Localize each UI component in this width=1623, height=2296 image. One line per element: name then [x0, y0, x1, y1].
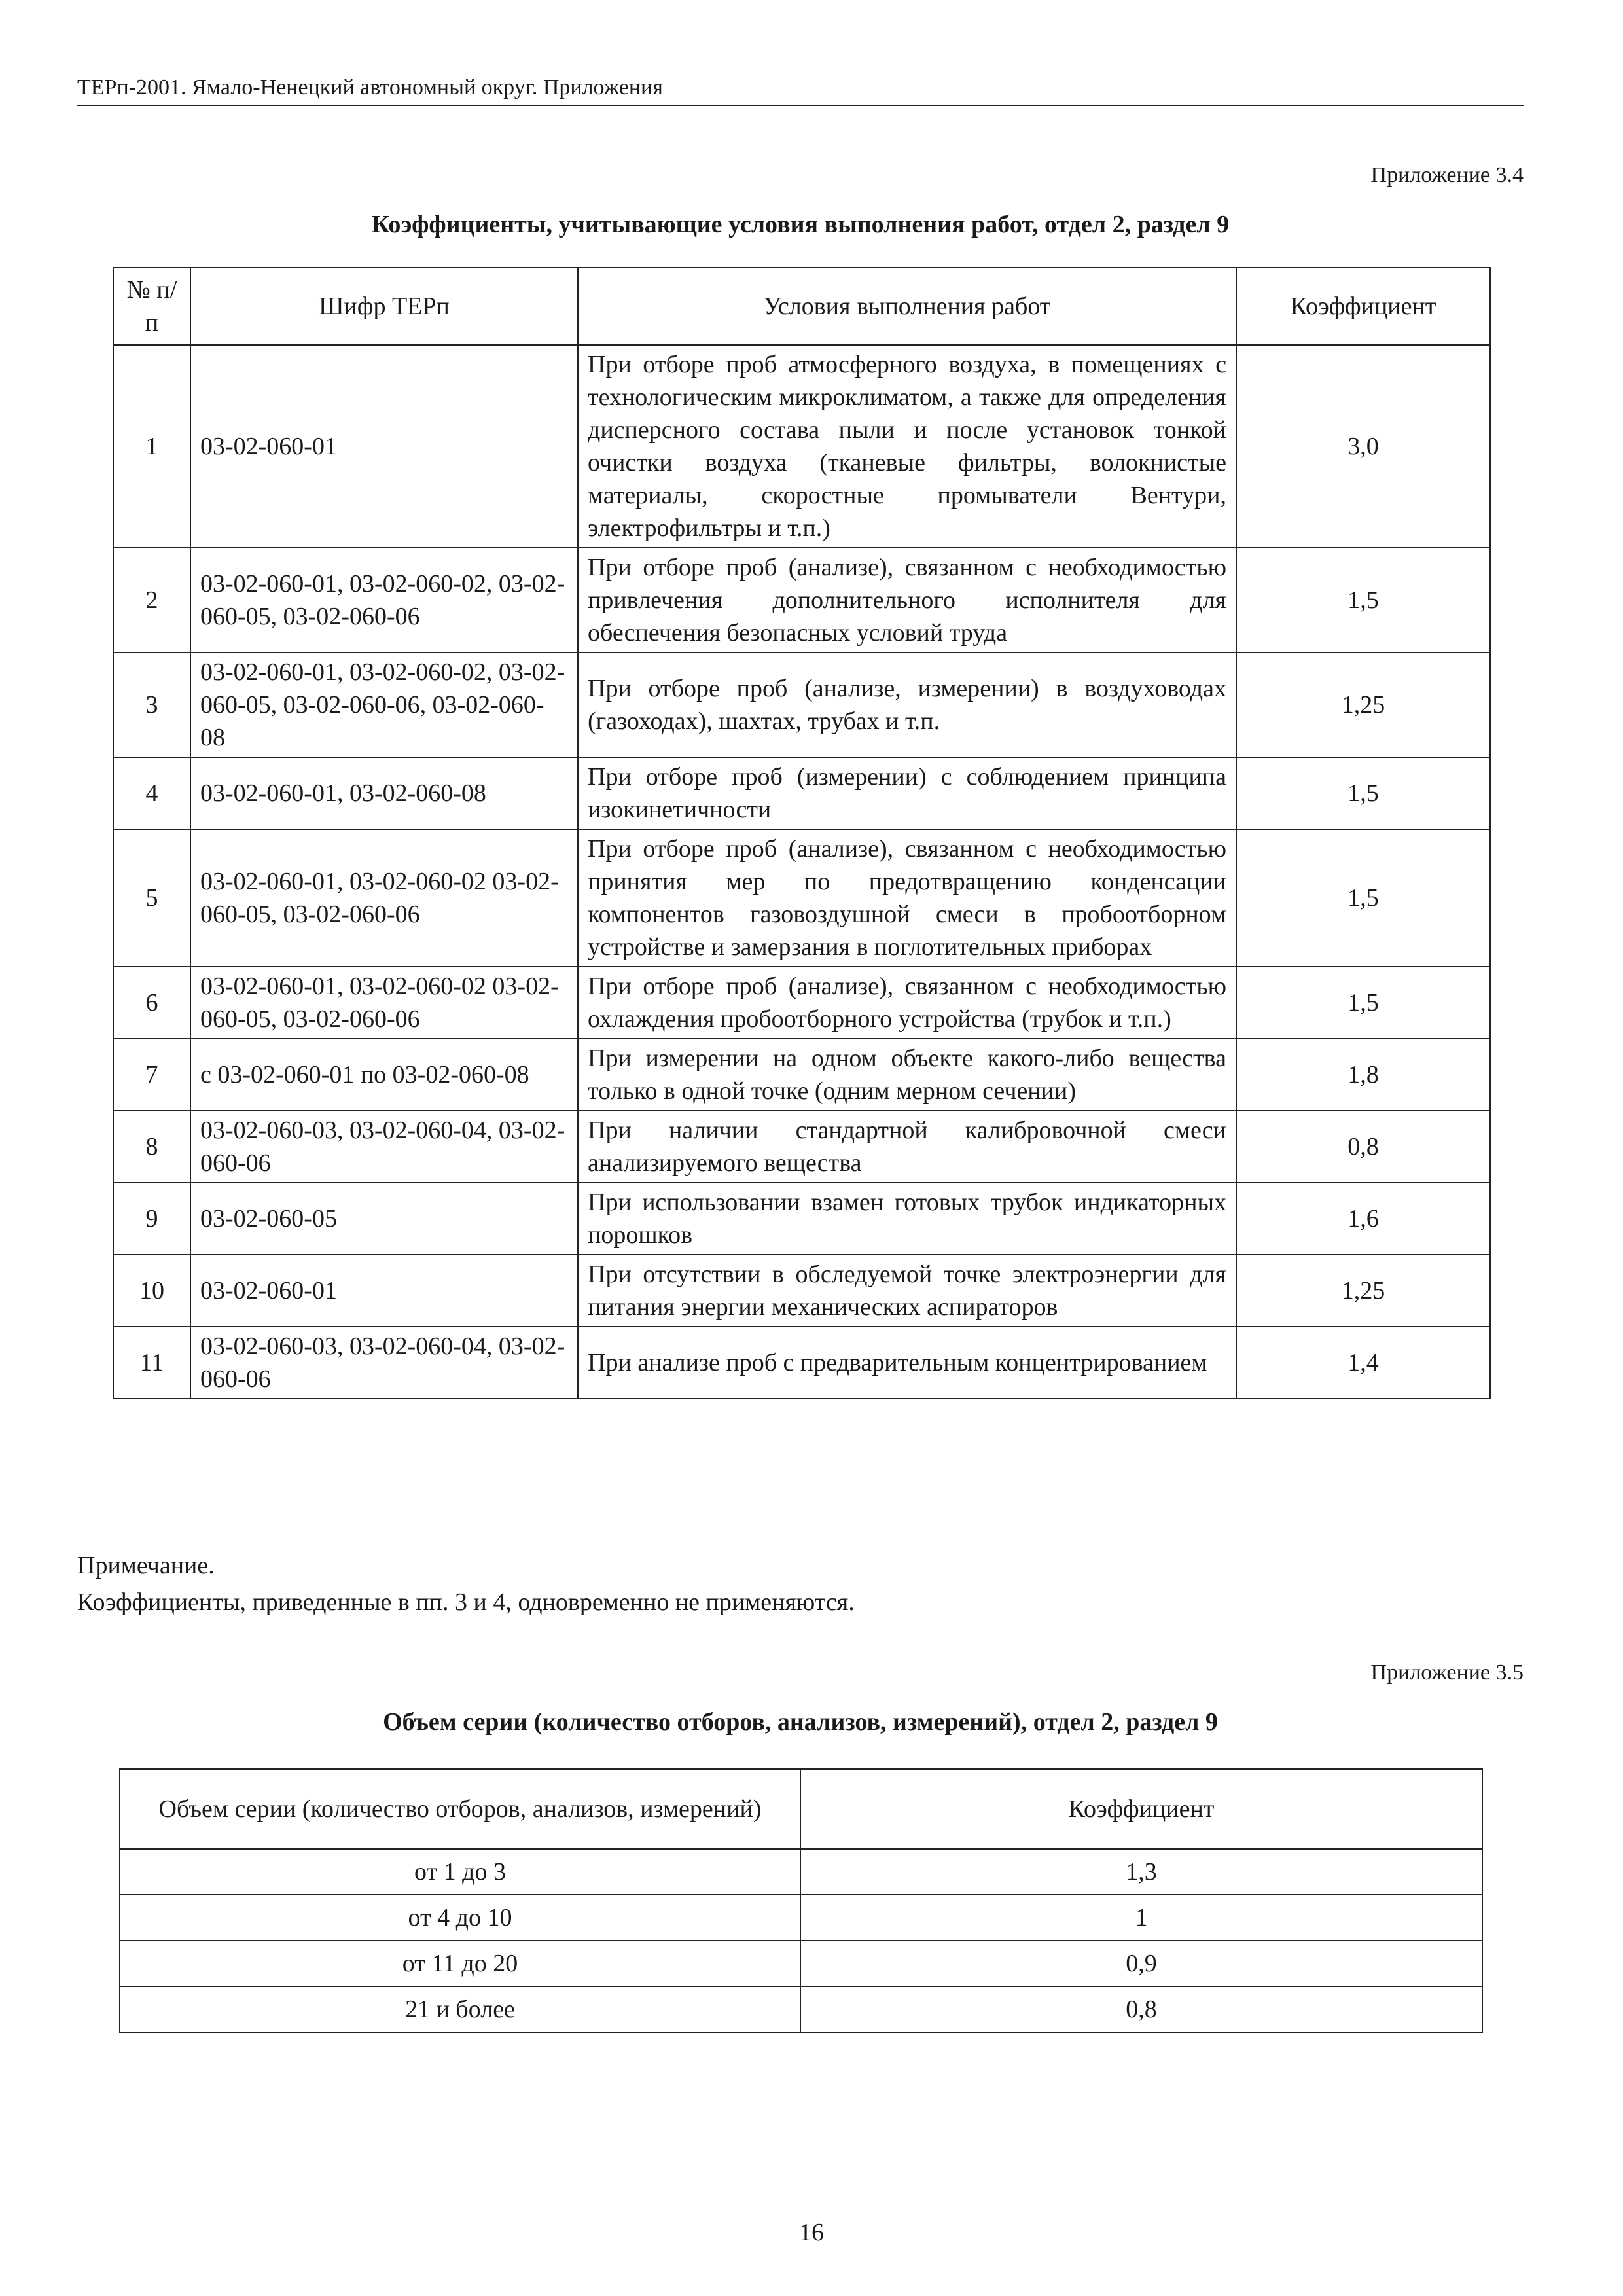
table-header-row [113, 268, 1490, 345]
appendix-3-4-label: Приложение 3.4 [1370, 163, 1524, 187]
row-coefficient: 1,3 [800, 1849, 1482, 1895]
row-code: 03-02-060-01 [190, 345, 578, 548]
row-coefficient: 1,5 [1236, 829, 1490, 967]
row-number: 8 [113, 1111, 190, 1183]
row-code: 03-02-060-01, 03-02-060-02 03-02-060-05, 03-02-060-06 [190, 967, 578, 1039]
row-volume: от 4 до 10 [120, 1895, 800, 1941]
row-number: 9 [113, 1183, 190, 1255]
table-row [113, 967, 1490, 1039]
column-header-num: № п/п [113, 268, 190, 345]
row-volume: 21 и более [120, 1986, 800, 2032]
table-row [113, 1039, 1490, 1111]
column-header-condition: Условия выполнения работ [578, 268, 1236, 345]
row-coefficient: 1,8 [1236, 1039, 1490, 1111]
row-number: 3 [113, 653, 190, 757]
table-row [113, 1111, 1490, 1183]
row-coefficient: 0,8 [1236, 1111, 1490, 1183]
row-coefficient: 1,5 [1236, 757, 1490, 829]
table-row [113, 1327, 1490, 1399]
running-header: ТЕРп-2001. Ямало-Ненецкий автономный округ. Приложения [77, 73, 1524, 106]
row-condition: При отборе проб (анализе), связанном с необходимостью охлаждения пробоотборного устройства (трубок и т.п.) [578, 967, 1236, 1039]
row-condition: При наличии стандартной калибровочной смеси анализируемого вещества [578, 1111, 1236, 1183]
row-coefficient: 1,6 [1236, 1183, 1490, 1255]
row-condition: При отборе проб (анализе), связанном с необходимостью принятия мер по предотвращению конденсации компонентов газовоздушной смеси в пробоотборном устройстве и замерзания в поглотительных приборах [578, 829, 1236, 967]
row-number: 7 [113, 1039, 190, 1111]
row-number: 5 [113, 829, 190, 967]
table-row [113, 829, 1490, 967]
row-code: 03-02-060-01 [190, 1255, 578, 1327]
page-number: 16 [799, 2219, 824, 2246]
appendix-3-5-label: Приложение 3.5 [1370, 1660, 1524, 1685]
row-coefficient: 1,5 [1236, 967, 1490, 1039]
row-condition: При отсутствии в обследуемой точке электроэнергии для питания энергии механических аспираторов [578, 1255, 1236, 1327]
series-volume-table [119, 1768, 1483, 2033]
note-text: Коэффициенты, приведенные в пп. 3 и 4, одновременно не применяются. [77, 1588, 855, 1616]
table-row [120, 1895, 1482, 1941]
table-row [113, 345, 1490, 548]
table-row [113, 1255, 1490, 1327]
row-volume: от 1 до 3 [120, 1849, 800, 1895]
row-condition: При отборе проб (измерении) с соблюдением принципа изокинетичности [578, 757, 1236, 829]
row-condition: При измерении на одном объекте какого-либо вещества только в одной точке (одним мерном сечении) [578, 1039, 1236, 1111]
row-number: 2 [113, 548, 190, 653]
row-code: 03-02-060-01, 03-02-060-02 03-02-060-05, 03-02-060-06 [190, 829, 578, 967]
note-heading: Примечание. [77, 1552, 215, 1579]
table-row [113, 757, 1490, 829]
row-condition: При отборе проб (анализе, измерении) в воздуховодах (газоходах), шахтах, трубах и т.п. [578, 653, 1236, 757]
table-row [113, 1183, 1490, 1255]
row-coefficient: 1,5 [1236, 548, 1490, 653]
row-condition: При отборе проб (анализе), связанном с необходимостью привлечения дополнительного исполнителя для обеспечения безопасных условий труда [578, 548, 1236, 653]
table-row [120, 1986, 1482, 2032]
table-row [113, 548, 1490, 653]
table-row [120, 1941, 1482, 1986]
row-number: 11 [113, 1327, 190, 1399]
row-condition: При использовании взамен готовых трубок индикаторных порошков [578, 1183, 1236, 1255]
coefficients-table [113, 267, 1491, 1399]
row-coefficient: 0,9 [800, 1941, 1482, 1986]
row-number: 10 [113, 1255, 190, 1327]
row-number: 6 [113, 967, 190, 1039]
row-number: 4 [113, 757, 190, 829]
row-number: 1 [113, 345, 190, 548]
row-coefficient: 1,25 [1236, 1255, 1490, 1327]
row-coefficient: 0,8 [800, 1986, 1482, 2032]
table-row [113, 653, 1490, 757]
column-header-coefficient: Коэффициент [800, 1769, 1482, 1849]
appendix-3-5-title: Объем серии (количество отборов, анализов, измерений), отдел 2, раздел 9 [383, 1708, 1218, 1736]
row-coefficient: 3,0 [1236, 345, 1490, 548]
row-code: 03-02-060-01, 03-02-060-08 [190, 757, 578, 829]
row-coefficient: 1,25 [1236, 653, 1490, 757]
table-row [120, 1849, 1482, 1895]
appendix-3-4-title: Коэффициенты, учитывающие условия выполнения работ, отдел 2, раздел 9 [371, 211, 1230, 238]
row-code: с 03-02-060-01 по 03-02-060-08 [190, 1039, 578, 1111]
row-code: 03-02-060-05 [190, 1183, 578, 1255]
row-coefficient: 1 [800, 1895, 1482, 1941]
row-code: 03-02-060-03, 03-02-060-04, 03-02-060-06 [190, 1111, 578, 1183]
row-code: 03-02-060-03, 03-02-060-04, 03-02-060-06 [190, 1327, 578, 1399]
column-header-volume: Объем серии (количество отборов, анализов, измерений) [120, 1769, 800, 1849]
row-volume: от 11 до 20 [120, 1941, 800, 1986]
row-code: 03-02-060-01, 03-02-060-02, 03-02-060-05, 03-02-060-06 [190, 548, 578, 653]
column-header-coefficient: Коэффициент [1236, 268, 1490, 345]
column-header-code: Шифр ТЕРп [190, 268, 578, 345]
row-condition: При анализе проб с предварительным концентрированием [578, 1327, 1236, 1399]
row-coefficient: 1,4 [1236, 1327, 1490, 1399]
row-code: 03-02-060-01, 03-02-060-02, 03-02-060-05, 03-02-060-06, 03-02-060-08 [190, 653, 578, 757]
row-condition: При отборе проб атмосферного воздуха, в помещениях с технологическим микроклиматом, а также для определения дисперсного состава пыли и после установок тонкой очистки воздуха (тканевые фильтры, волокнистые материалы, скоростные промыватели Вентури, электрофильтры и т.п.) [578, 345, 1236, 548]
table-header-row [120, 1769, 1482, 1849]
